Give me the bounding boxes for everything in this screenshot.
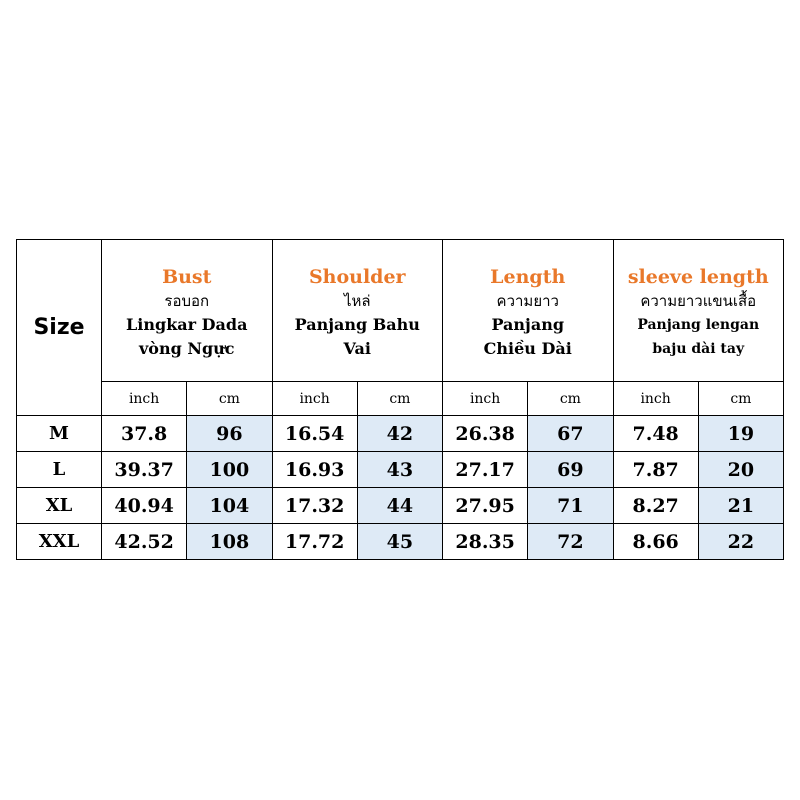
shoulder-cm: 44 — [357, 488, 442, 524]
group-header-length — [443, 240, 614, 382]
bust-cm: 104 — [187, 488, 272, 524]
size-row-l — [17, 452, 784, 488]
shoulder-inch: 17.72 — [272, 524, 357, 560]
group-line-thai: ไหล่ — [343, 291, 371, 310]
length-inch: 27.17 — [443, 452, 528, 488]
group-header-sleeve-length — [613, 240, 784, 382]
bust-cm: 96 — [187, 416, 272, 452]
sleeve-inch: 7.48 — [613, 416, 698, 452]
group-line-thai: ความยาวแขนเสื้อ — [640, 291, 757, 310]
length-inch: 26.38 — [443, 416, 528, 452]
size-label: L — [17, 452, 102, 488]
group-line-vietnamese: Chiều Dài — [483, 338, 572, 358]
unit-row — [17, 382, 784, 416]
bust-inch: 39.37 — [102, 452, 187, 488]
sleeve-inch: 8.66 — [613, 524, 698, 560]
group-line-malay: Panjang Bahu — [294, 314, 420, 334]
size-label: M — [17, 416, 102, 452]
group-title-shoulder: Shoulder — [308, 265, 406, 288]
sleeve-cm: 20 — [698, 452, 783, 488]
size-row-m — [17, 416, 784, 452]
group-title-bust: Bust — [162, 265, 212, 288]
group-line-vietnamese: Vai — [343, 338, 371, 358]
sleeve-cm: 19 — [698, 416, 783, 452]
size-row-xl — [17, 488, 784, 524]
group-line-vietnamese: baju dài tay — [652, 340, 745, 357]
group-header-shoulder — [272, 240, 443, 382]
bust-inch: 37.8 — [102, 416, 187, 452]
sleeve-inch: 7.87 — [613, 452, 698, 488]
group-title-length: Length — [490, 265, 566, 288]
unit-cm: cm — [187, 382, 272, 416]
unit-cm: cm — [698, 382, 783, 416]
length-cm: 69 — [528, 452, 613, 488]
unit-cm: cm — [357, 382, 442, 416]
shoulder-inch: 17.32 — [272, 488, 357, 524]
group-header-bust — [102, 240, 273, 382]
unit-inch: inch — [272, 382, 357, 416]
group-line-thai: รอบอก — [164, 291, 210, 310]
size-label: XL — [17, 488, 102, 524]
shoulder-cm: 43 — [357, 452, 442, 488]
sleeve-cm: 21 — [698, 488, 783, 524]
group-line-malay: Panjang lengan — [637, 316, 760, 333]
unit-cm: cm — [528, 382, 613, 416]
length-cm: 71 — [528, 488, 613, 524]
bust-cm: 108 — [187, 524, 272, 560]
size-row-xxl — [17, 524, 784, 560]
sleeve-inch: 8.27 — [613, 488, 698, 524]
shoulder-cm: 42 — [357, 416, 442, 452]
bust-inch: 40.94 — [102, 488, 187, 524]
group-line-malay: Panjang — [491, 314, 565, 334]
group-line-malay: Lingkar Dada — [126, 314, 248, 334]
size-chart-table — [16, 239, 784, 560]
group-line-vietnamese: vòng Ngực — [138, 338, 235, 358]
sleeve-cm: 22 — [698, 524, 783, 560]
shoulder-inch: 16.54 — [272, 416, 357, 452]
length-inch: 27.95 — [443, 488, 528, 524]
header-row — [17, 240, 784, 382]
length-cm: 72 — [528, 524, 613, 560]
group-title-sleeve-length: sleeve length — [627, 265, 769, 288]
size-header-cell — [17, 240, 102, 416]
unit-inch: inch — [443, 382, 528, 416]
shoulder-cm: 45 — [357, 524, 442, 560]
bust-inch: 42.52 — [102, 524, 187, 560]
unit-inch: inch — [102, 382, 187, 416]
size-header: Size — [33, 315, 85, 340]
group-line-thai: ความยาว — [496, 291, 559, 310]
length-inch: 28.35 — [443, 524, 528, 560]
length-cm: 67 — [528, 416, 613, 452]
shoulder-inch: 16.93 — [272, 452, 357, 488]
size-label: XXL — [17, 524, 102, 560]
unit-inch: inch — [613, 382, 698, 416]
bust-cm: 100 — [187, 452, 272, 488]
